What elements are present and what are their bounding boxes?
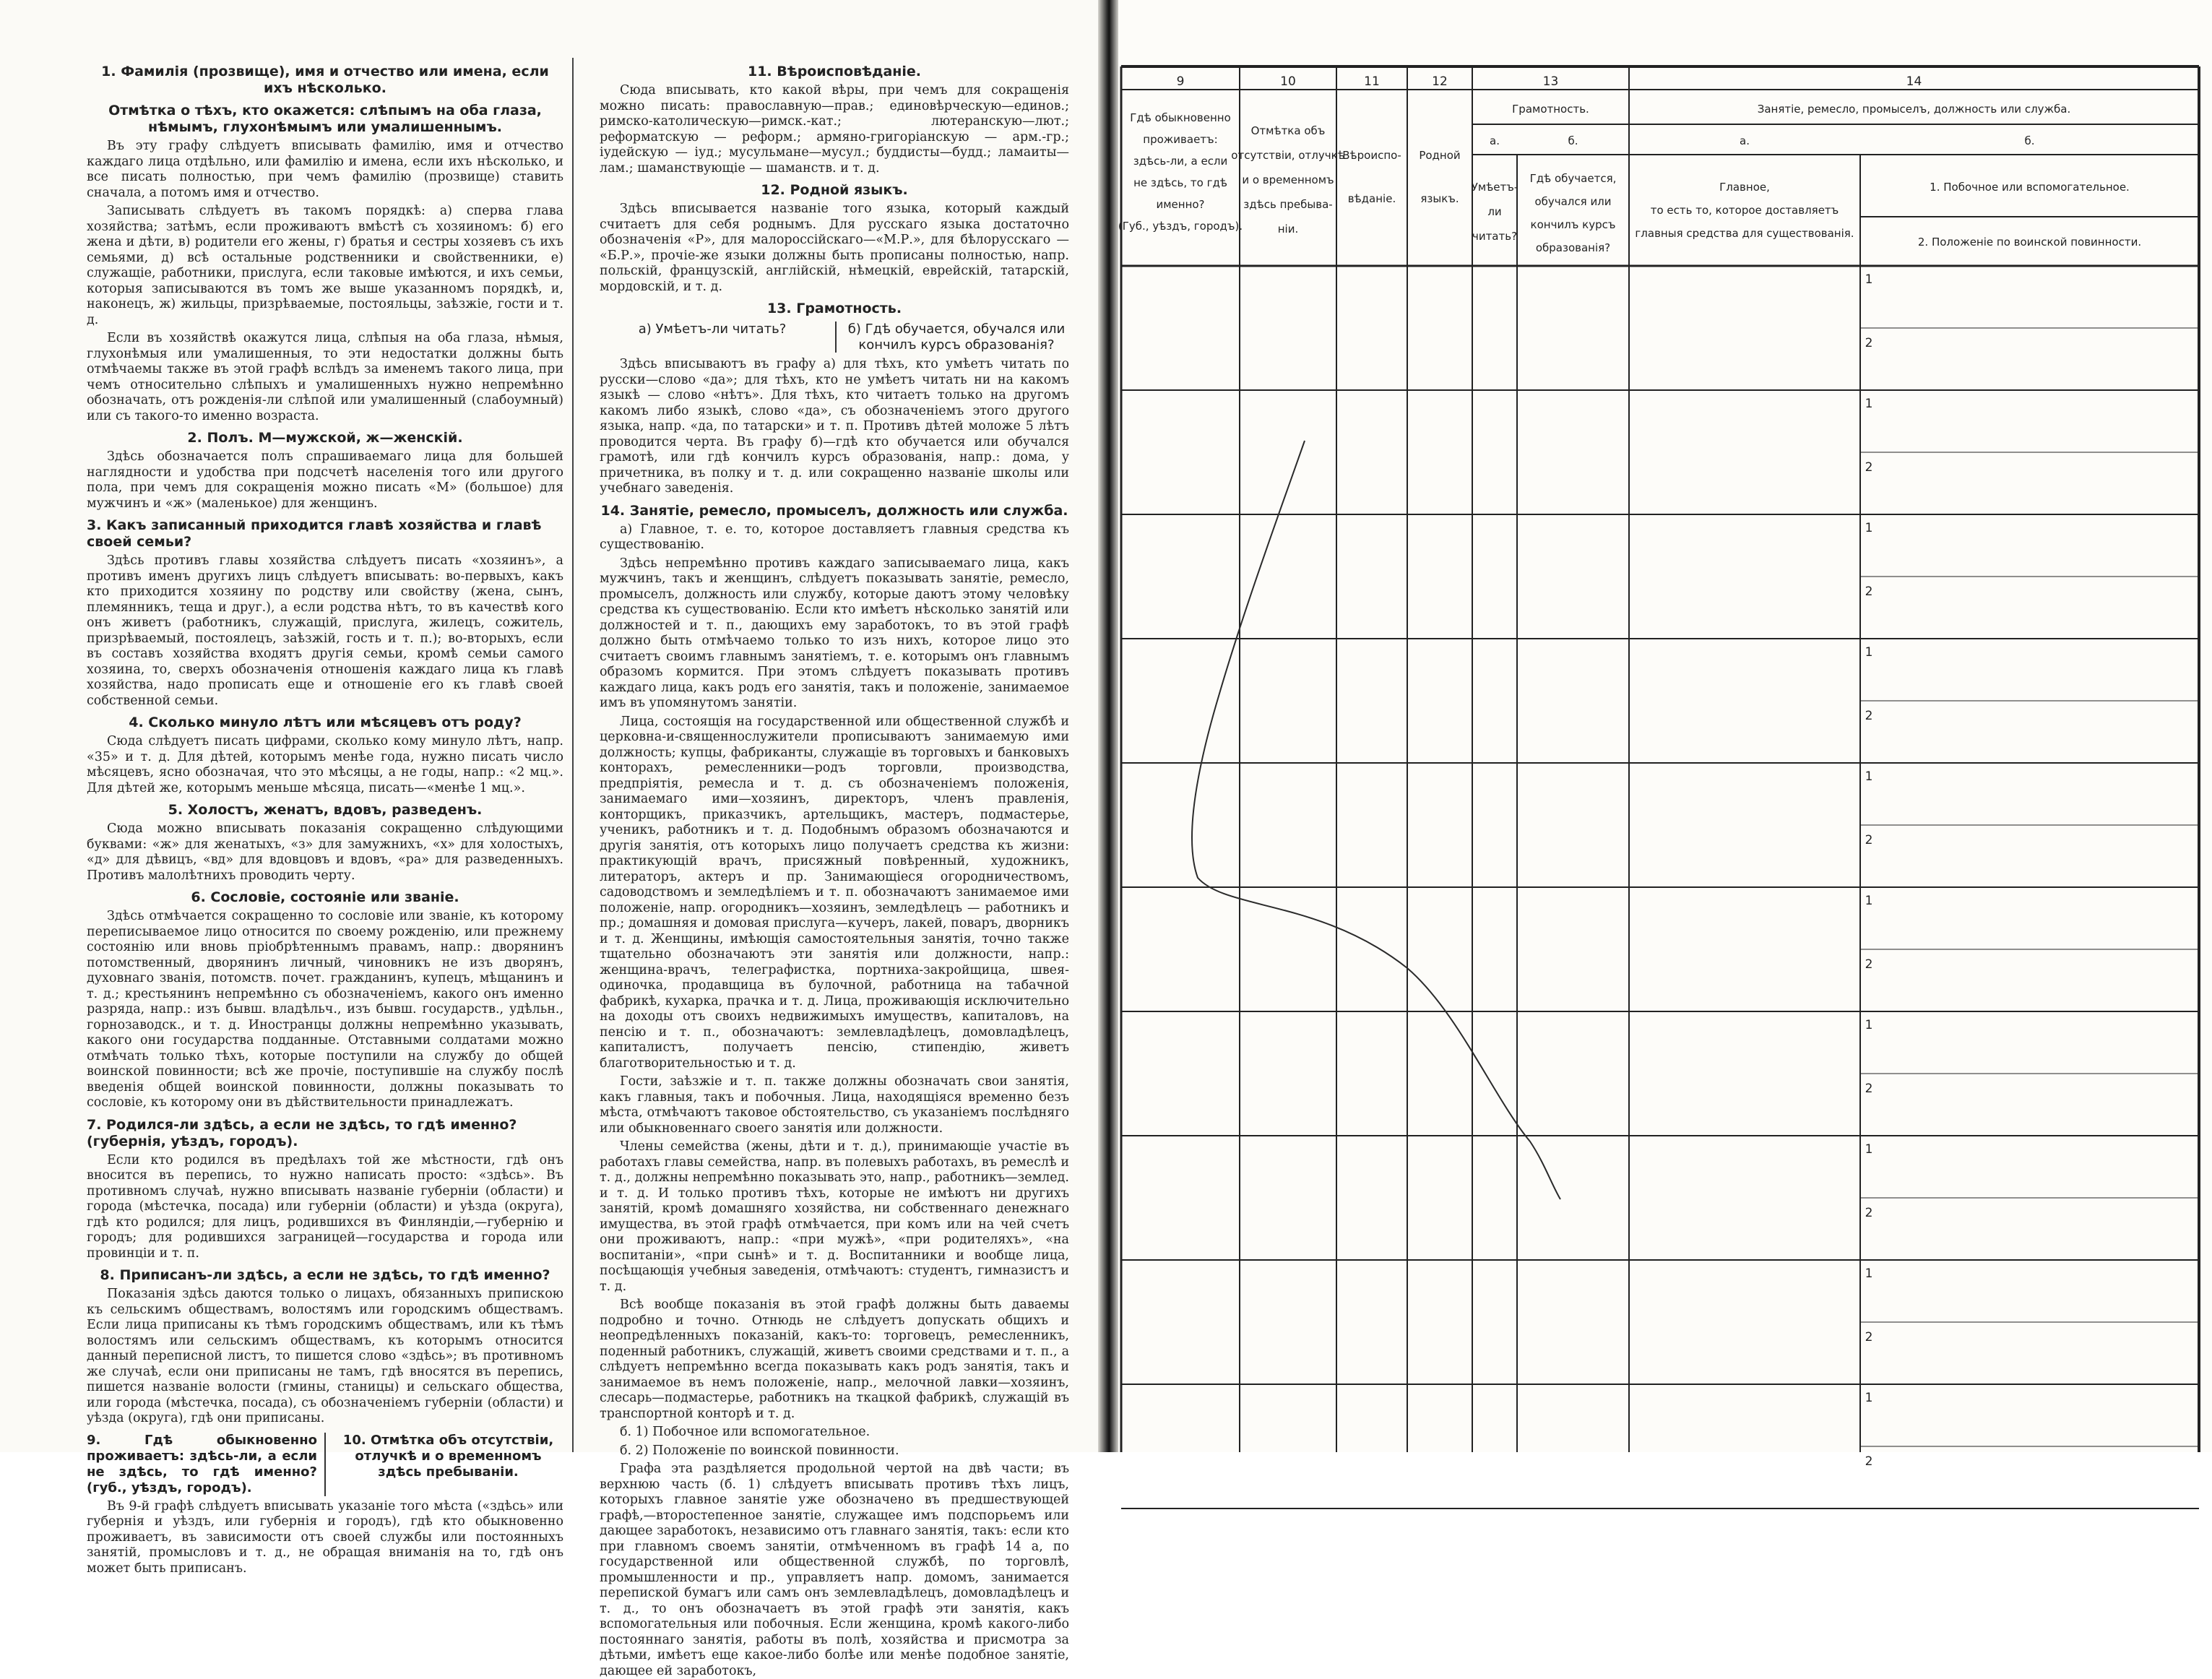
column-number: 12: [1432, 74, 1448, 89]
section-heading: 2. Полъ. М—мужской, ж—женскій.: [187, 430, 463, 446]
row-sub-label: 2: [1865, 460, 1873, 475]
column-header: не здѣсь, то гдѣ: [1133, 176, 1227, 189]
paragraph: Члены семейства (жены, дѣти и т. д.), принимающіе участіе въ работахъ главы семейства, напр. въ полевыхъ работахъ, въ ремеслѣ и т. д., должны непремѣнно показывать это, напр., работникъ—землед. и т. д. И только противъ тѣхъ, которые не имѣютъ ни другихъ занятій, кромѣ домашняго хозяйства, ни собственнаго денежнаго имущества, въ этой графѣ отмѣчается, при комъ или на чей счетъ они проживаютъ, напр.: «при мужѣ», «при родителяхъ», «на воспитаніи», «при сынѣ» и т. д. Воспитанники и вообще лица, посѣщающія учебныя заведенія, отмѣчаютъ: студентъ, гимназистъ и т. д.: [600, 1139, 1069, 1294]
column-number: 13: [1542, 74, 1559, 89]
heading-pair: [87, 1433, 563, 1496]
paragraph: Здѣсь отмѣчается сокращенно то сословіе или званіе, къ которому переписываемое лицо относится по своему рожденію, или прежнему состоянію или вновь пріобрѣтеннымъ правамъ, напр.: дворянинъ потомственный, дворянинъ личный, чиновникъ не изъ дворянъ, духовнаго званія, потомств. почет. гражданинъ, купецъ, мѣщанинъ и т. д.; крестьянинъ непремѣнно съ обозначеніемъ, какого онъ именно разряда, напр.: изъ бывш. владѣльч., изъ бывш. государств., удѣльн., горнозаводск., и т. д. Иностранцы должны непремѣнно указывать, какого они государства подданные. Отставными солдатами можно отмѣчать только тѣхъ, которые поступили на службу до общей воинской повинности; всѣ же прочіе, поступившіе на службу послѣ введенія общей воинской повинности, должны показывать то сословіе, къ которому они въ дѣйствительности принадлежатъ.: [87, 909, 563, 1110]
row-sub-label: 1: [1865, 1266, 1873, 1281]
paragraph: Въ 9-й графѣ слѣдуетъ вписывать указаніе того мѣста («здѣсь» или губернія и уѣздъ, или губернія и городъ), гдѣ кто обыкновенно проживаетъ, въ зависимости отъ своей службы или постоянныхъ занятій, промысловъ и т. д., не обращая вниманія на то, гдѣ онъ может быть приписанъ.: [87, 1498, 563, 1576]
section-heading: 6. Сословіе, состояніе или званіе.: [191, 889, 459, 905]
column-header: здѣсь пребыва-: [1243, 198, 1333, 211]
column-header: то есть то, которое доставляетъ: [1650, 204, 1839, 217]
paragraph: б. 2) Положеніе по воинской повинности.: [620, 1443, 899, 1458]
paragraph: Здѣсь обозначается полъ спрашиваемаго лица для большей наглядности и удобства при подсчетѣ населенія того или другого пола, при чемъ для сокращенія можно писать «М» (большое) для мужчинъ и «ж» (маленькое) для женщинъ.: [87, 449, 563, 511]
heading-left: а) Умѣетъ-ли читать?: [638, 321, 787, 337]
paragraph: Если въ хозяйствѣ окажутся лица, слѣпыя на оба глаза, нѣмыя, глухонѣмыя или умалишенныя, то эти недостатки должны быть отмѣчаемы также въ этой графѣ вслѣдъ за именемъ такого лица, при чемъ относительно слѣпыхъ и умалишенныхъ нужно непремѣнно обозначать, отъ рожденія-ли слѣпой или умалишенный (слабоумный) или съ такого-то именно возраста.: [87, 331, 563, 423]
paragraph: Лица, состоящія на государственной или общественной службѣ и церковна-и-священнослужители прописываютъ занимаемую ими должность; купцы, фабриканты, служащіе въ торговыхъ и банковыхъ конторахъ, ремесленники—родъ торговли, производства, предпріятія, ремесла и т. д. съ обозначеніемъ положенія, занимаемаго ими—хозяинъ, директоръ, членъ правленія, конторщикъ, приказчикъ, артельщикъ, мастеръ, подмастерье, ученикъ, работникъ и т. д. Подобнымъ образомъ обозначаются и другія занятія, отъ которыхъ лицо получаетъ средства къ жизни: практикующій врачъ, присяжный повѣренный, художникъ, литераторъ, актеръ и пр. Занимающіеся огородничествомъ, садоводствомъ и земледѣліемъ и т. п. обозначаютъ занимаемое ими положеніе, напр. огородникъ—хозяинъ, земледѣлецъ — работникъ и пр.; домашняя и домовая прислуга—кучеръ, лакей, поваръ, дворникъ и т. д. Женщины, имѣющія самостоятельныя занятія, точно также тщательно обозначаютъ эти занятія или должности, напр.: женщина-врачъ, телеграфистка, портниха-закройщица, швея-одиночка, продавщица въ булочной, работница на табачной фабрикѣ, кухарка, прачка и т. д. Лица, проживающія исключительно на доходы отъ своихъ недвижимыхъ имуществъ, капиталовъ, на пенсію и т. п., обозначаютъ: землевладѣлецъ, домовладѣлецъ, капиталистъ, получаетъ пенсію, стипендію, живетъ благотворительностью и т. д.: [600, 714, 1069, 1071]
column-13-title: Грамотность.: [1512, 103, 1589, 116]
paragraph: Всѣ вообще показанія въ этой графѣ должны быть даваемы подробно и точно. Отнюдь не слѣдуетъ допускать общихъ и неопредѣленныхъ показаній, какъ-то: торговецъ, ремесленникъ, поденный работникъ, служащій, живетъ своими средствами и т. п., а слѣдуетъ непремѣнно всегда показывать какъ родъ занятія, такъ и занимаемое въ немъ положеніе, напр., мелочной лавки—хозяинъ, слесарь—подмастерье, работникъ на ткацкой фабрикѣ, служащій въ транспортной конторѣ и т. д.: [600, 1298, 1069, 1421]
heading-left: 9. Гдѣ обыкновенно проживаетъ: здѣсь-ли, а если не здѣсь, то гдѣ именно? (губ., уѣздъ, городъ).: [87, 1432, 317, 1495]
column-header: Вѣроиспо-: [1342, 149, 1401, 162]
heading-right: б) Гдѣ обучается, обучался или кончилъ курсъ образованія?: [835, 321, 1069, 353]
column-header: образованія?: [1535, 241, 1611, 254]
column-header: здѣсь-ли, а если: [1133, 155, 1228, 168]
row-sub-label: 1: [1865, 1142, 1873, 1157]
section-heading: 5. Холостъ, женатъ, вдовъ, разведенъ.: [168, 802, 483, 818]
section-heading: 13. Грамотность.: [766, 301, 902, 316]
column-header: языкъ.: [1420, 192, 1459, 205]
column-header: читать?: [1472, 230, 1518, 243]
column-header: ли: [1487, 205, 1502, 218]
column-14b2-header: 2. Положеніе по воинской повинности.: [1917, 236, 2142, 249]
census-form-page: [1118, 0, 2212, 1469]
section-heading: 12. Родной языкъ.: [761, 182, 908, 198]
column-header: Гдѣ обыкновенно: [1130, 111, 1231, 124]
column-number: 10: [1280, 74, 1296, 89]
section-heading: 7. Родился-ли здѣсь, а если не здѣсь, то гдѣ именно? (губернія, уѣздъ, городъ).: [87, 1116, 517, 1149]
column-number: 11: [1364, 74, 1380, 89]
paragraph: Здѣсь вписывается названіе того языка, который каждый считаетъ для себя роднымъ. Для русскаго языка достаточно обозначенія «Р», для малороссійскаго—«М.Р.», для бѣлорусскаго — «Б.Р.», прочіе-же языки должны быть прописаны полностью, напр. польскій, французскій, англійскій, нѣмецкій, еврейскій, татарскій, мордовскій, и т. д.: [600, 202, 1069, 294]
row-sub-label: 2: [1865, 336, 1873, 350]
instructions-column-1: [87, 58, 563, 1576]
row-sub-label: 2: [1865, 1330, 1873, 1345]
paragraph: Сюда вписывать, кто какой вѣры, при чемъ для сокращенія можно писать: православную—прав.; единовѣрческую—единов.; римско-католическую—римск.-кат.; лютеранскую—лют.; реформатскую — реформ.; армяно-григоріанскую — арм.-гр.; іудейскую — іуд.; мусульмане—мусул.; буддисты—будд.; ламаиты—лам.; шаманствующіе — шаманств. и т. д.: [600, 83, 1069, 176]
handwritten-pen-stroke: [1192, 441, 1560, 1199]
row-sub-label: 1: [1865, 769, 1873, 784]
row-sub-label: 2: [1865, 833, 1873, 847]
column-header: ніи.: [1277, 223, 1299, 236]
section-heading: 4. Сколько минуло лѣтъ или мѣсяцевъ отъ роду?: [129, 715, 522, 730]
instructions-column-2: [600, 58, 1069, 1678]
row-sub-label: 1: [1865, 1391, 1873, 1405]
row-sub-label: 1: [1865, 894, 1873, 908]
column-header: проживаетъ:: [1143, 133, 1218, 146]
paragraph: Сюда слѣдуетъ писать цифрами, сколько кому минуло лѣтъ, напр. «35» и т. д. Для дѣтей, которымъ менѣе года, нужно писать число мѣсяцевъ, ясно обозначая, что это мѣсяцы, а не годы, напр.: «2 мц.». Для дѣтей же, которымъ меньше мѣсяца, писать—«менѣе 1 мц.».: [87, 734, 563, 795]
section-heading: 8. Приписанъ-ли здѣсь, а если не здѣсь, то гдѣ именно?: [100, 1267, 550, 1283]
paragraph: б. 1) Побочное или вспомогательное.: [620, 1425, 870, 1439]
section-heading: 11. Вѣроисповѣданіе.: [747, 64, 922, 79]
heading-right: 10. Отмѣтка объ отсутствіи, отлучкѣ и о временномъ здѣсь пребываніи.: [324, 1433, 563, 1496]
row-sub-label: 1: [1865, 397, 1873, 411]
paragraph: Здѣсь противъ главы хозяйства слѣдуетъ писать «хозяинъ», а противъ именъ другихъ лицъ слѣдуетъ вписывать: во-первыхъ, какъ кто приходится хозяину по родству или свойству (жена, сынъ, племянникъ, теща и друг.), а если родства нѣтъ, то въ качествѣ кого онъ живетъ (работникъ, служащій, прислуга, жилецъ, сожитель, призрѣваемый, постоялецъ, заѣзжій, гость и т. п.); во-вторыхъ, если въ составъ хозяйства входятъ другія семьи, кромѣ семьи самого хозяина, то, сверхъ обозначенія отношенія каждаго лица къ главѣ хозяйства, надо прописать еще и отношеніе его къ главѣ своей собственной семьи.: [87, 553, 563, 708]
column-13a-letter: а.: [1490, 134, 1500, 147]
column-14b1-header: 1. Побочное или вспомогательное.: [1930, 181, 2130, 194]
paragraph: Гости, заѣзжіе и т. п. также должны обозначать свои занятія, какъ главныя, такъ и побочныя. Лица, находящіяся временно безъ мѣста, отмѣчаютъ таковое обстоятельство, съ указаніемъ послѣдняго или обыкновеннаго своего занятія или должности.: [600, 1074, 1069, 1136]
section-heading: Отмѣтка о тѣхъ, кто окажется: слѣпымъ на оба глаза, нѣмымъ, глухонѣмымъ или умалишеннымъ.: [108, 103, 542, 135]
column-header: отсутствіи, отлучкѣ: [1231, 149, 1345, 162]
column-number: 14: [1906, 74, 1922, 89]
column-header: обучался или: [1534, 195, 1612, 208]
column-header: главныя средства для существованія.: [1635, 227, 1854, 240]
paragraph: Записывать слѣдуетъ въ такомъ порядкѣ: а) сперва глава хозяйства; затѣмъ, если проживаютъ вмѣстѣ съ хозяиномъ: б) его жена и дѣти, в) родители его жены, г) братья и сестры хозяевъ съ ихъ семьями, д) всѣ остальные родственники и свойственники, е) служащіе, работники, прислуга, если таковые имѣются, и ихъ семьи, которыя записываются въ томъ же выше указанномъ порядкѣ, и, наконецъ, ж) жильцы, призрѣваемые, постояльцы, заѣзжіе, гости и т. д.: [87, 204, 563, 327]
section-heading: 3. Какъ записанный приходится главѣ хозяйства и главѣ своей семьи?: [87, 517, 542, 550]
column-14a-letter: а.: [1740, 134, 1750, 147]
instructions-page: [0, 0, 1102, 1678]
section-heading: 14. Занятіе, ремесло, промыселъ, должность или служба.: [600, 502, 1068, 519]
column-header: кончилъ курсъ: [1530, 218, 1616, 231]
book-gutter: [1098, 0, 1118, 1452]
row-sub-label: 2: [1865, 709, 1873, 723]
column-14-title: Занятіе, ремесло, промыселъ, должность или служба.: [1757, 103, 2071, 116]
paragraph: Въ эту графу слѣдуетъ вписывать фамилію, имя и отчество каждаго лица отдѣльно, или фамилію и имена, если ихъ нѣсколько, и все писать полностью, при чемъ фамилію (прозвище) ставить сначала, а потомъ имя и отчество.: [87, 139, 563, 200]
paragraph: Здѣсь вписываютъ въ графу а) для тѣхъ, кто умѣетъ читать по русски—слово «да»; для тѣхъ, кто не умѣетъ читать ни на какомъ языкѣ — слово «нѣтъ». Для тѣхъ, кто читаетъ только на другомъ какомъ либо языкѣ, слово «да», съ обозначеніемъ этого другого языка, напр. «да, по татарски» и т. п. Противъ дѣтей моложе 5 лѣтъ проводится черта. Въ графу б)—гдѣ кто обучается или обучался грамотѣ, или гдѣ кончилъ курсъ образованія, напр.: дома, у причетника, въ полку и т. д. или сокращенно названіе школы или учебнаго заведенія.: [600, 357, 1069, 496]
row-sub-label: 1: [1865, 1018, 1873, 1032]
column-number: 9: [1176, 74, 1185, 89]
column-header: Умѣетъ-: [1471, 181, 1518, 194]
column-14b-letter: б.: [2024, 134, 2035, 147]
row-sub-label: 2: [1865, 584, 1873, 599]
paragraph: Показанія здѣсь даются только о лицахъ, обязанныхъ припискою къ сельскимъ обществамъ, волостямъ или городскимъ обществамъ. Если лица приписаны къ тѣмъ городскимъ обществамъ, или къ тѣмъ волостямъ или сельскимъ обществамъ, къ которымъ относится данный переписной листъ, то пишется слово «здѣсь»; въ противномъ же случаѣ, если они приписаны не тамъ, гдѣ вносятся въ перепись, пишется названіе волости (гмины, станицы) и сельскаго общества, или города (мѣстечка, посада), съ обозначеніемъ губерніи (области) и уѣзда (округа), гдѣ они приписаны.: [87, 1287, 563, 1425]
row-sub-label: 2: [1865, 957, 1873, 972]
column-header: Отмѣтка объ: [1250, 124, 1326, 137]
paragraph: Здѣсь непремѣнно противъ каждаго записываемаго лица, какъ мужчинъ, такъ и женщинъ, слѣдуетъ показывать занятіе, ремесло, промыселъ, должность или службу, которые даютъ этому человѣку средства къ существованію. Если кто имѣетъ нѣсколько занятій или должностей и т. п., дающихъ ему заработокъ, то въ этой графѣ должно быть отмѣчаемо только то изъ нихъ, которое лицо это считаетъ своимъ главнымъ занятіемъ, т. е. которымъ онъ главнымъ образомъ кормится. При этомъ слѣдуетъ показывать противъ каждаго лица, какъ родъ его занятія, такъ и положеніе, занимаемое имъ въ упомянутомъ занятіи.: [600, 556, 1069, 710]
column-header: именно?: [1156, 198, 1205, 211]
row-sub-label: 1: [1865, 645, 1873, 660]
row-sub-label: 1: [1865, 272, 1873, 287]
row-sub-label: 2: [1865, 1082, 1873, 1096]
row-sub-label: 1: [1865, 521, 1873, 535]
paragraph: Графа эта раздѣляется продольной чертой на двѣ части; въ верхнюю часть (б. 1) слѣдуетъ вписывать противъ тѣхъ лицъ, которыхъ главное занятіе уже обозначено въ предшествующей графѣ,—второстепенное занятіе, служащее имъ подспорьемъ или дающее заработокъ, независимо отъ главнаго занятія, такъ: если кто при главномъ своемъ занятіи, отмѣченномъ въ графѣ 14 а, по государственной или общественной службѣ, по торговлѣ, промышленности и пр., управляетъ напр. домомъ, занимается перепиской бумагъ или самъ онъ землевладѣлецъ, домовладѣлецъ и т. д., то онъ обозначаетъ въ этой графѣ эти занятія, какъ вспомогательныя или побочныя. Если женщина, кромѣ какого-либо постояннаго занятія, работы въ полѣ, хозяйства и присмотра за дѣтьми, имѣетъ еще какое-либо болѣе или менѣе подобное занятіе, дающее ей заработокъ,: [600, 1462, 1069, 1678]
paragraph: Если кто родился въ предѣлахъ той же мѣстности, гдѣ онъ вносится въ перепись, то нужно написать просто: «здѣсь». Въ противномъ случаѣ, нужно вписывать названіе губерніи (области) и города (мѣстечка, посада) или губерніи (области) и уѣзда (округа), гдѣ кто родился; для лицъ, родившихся въ Финляндіи,—губернію и городъ; для родившихся заграницей—государства и города или провинціи и т. п.: [87, 1152, 563, 1261]
column-header: Родной: [1419, 149, 1461, 162]
section-heading: 1. Фамилія (прозвище), имя и отчество или имена, если ихъ нѣсколько.: [101, 64, 549, 96]
paragraph: а) Главное, т. е. то, которое доставляетъ главныя средства къ существованію.: [600, 522, 1069, 552]
column-header: Гдѣ обучается,: [1529, 172, 1617, 185]
column-divider: [572, 58, 574, 1452]
row-sub-label: 2: [1865, 1454, 1873, 1469]
census-form-table: [1118, 0, 2212, 1469]
column-13b-letter: б.: [1568, 134, 1578, 147]
paragraph: Сюда можно вписывать показанія сокращенно слѣдующими буквами: «ж» для женатыхъ, «з» для замужнихъ, «х» для холостыхъ, «д» для дѣвицъ, «вд» для вдовцовъ и вдовъ, «ра» для разведенныхъ. Противъ малолѣтнихъ проводить черту.: [87, 821, 563, 883]
subheading-pair: [600, 321, 1069, 353]
column-header: (Губ., уѣздъ, городъ).: [1118, 220, 1243, 233]
column-header: Главное,: [1719, 181, 1770, 194]
column-header: и о временномъ: [1242, 173, 1334, 186]
column-header: вѣданіе.: [1347, 192, 1396, 205]
row-sub-label: 2: [1865, 1206, 1873, 1220]
